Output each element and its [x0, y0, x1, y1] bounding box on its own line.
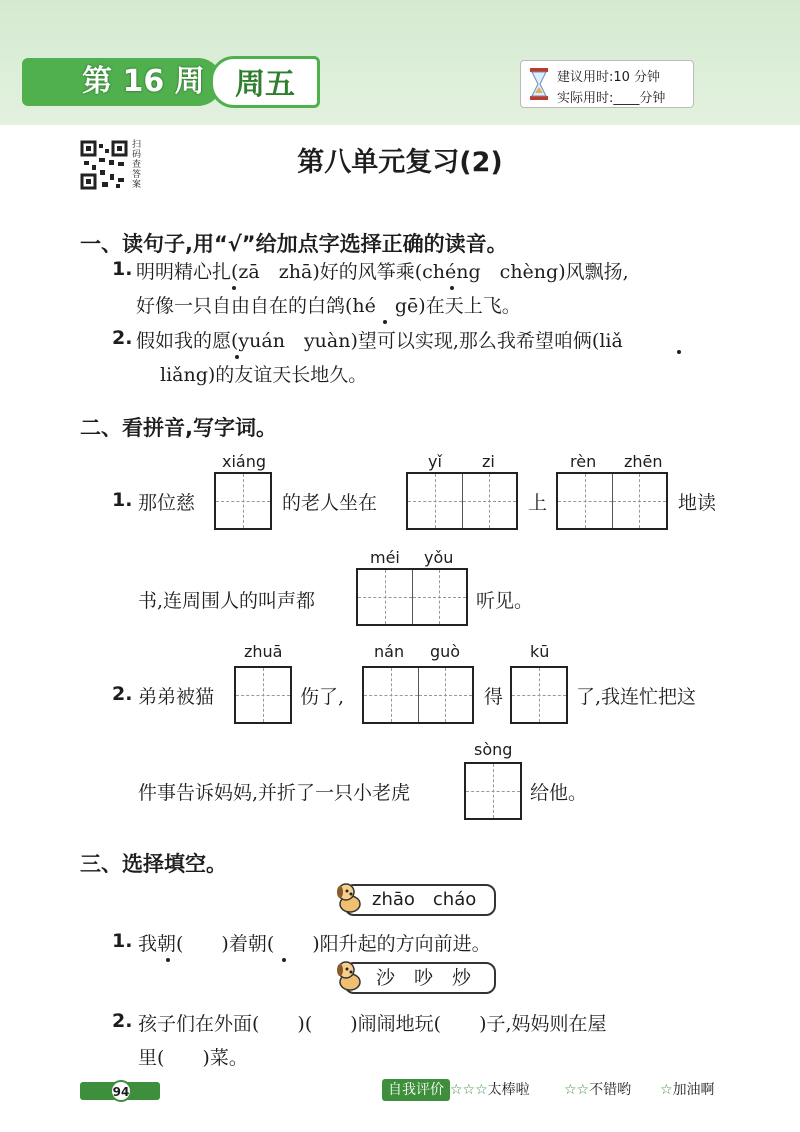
writing-box[interactable]	[406, 472, 518, 530]
emphasis-dot	[166, 958, 170, 962]
self-eval-label: 自我评价	[382, 1079, 450, 1101]
emphasis-dot	[235, 355, 239, 359]
s2-q1-number: 1.	[112, 489, 133, 511]
s3-q2-number: 2.	[112, 1010, 133, 1032]
section1-heading: 一、读句子,用“√”给加点字选择正确的读音。	[80, 232, 508, 256]
pinyin: kū	[530, 642, 550, 661]
pinyin: yǒu	[424, 548, 454, 567]
s2-q2-text: 得	[484, 686, 504, 708]
puppy-icon	[332, 880, 368, 916]
s3-q1-text: 我朝( )着朝( )阳升起的方向前进。	[138, 933, 491, 955]
hourglass-icon	[529, 67, 549, 101]
pinyin: nán	[374, 642, 405, 661]
eval-level-2-label: 不错哟	[589, 1082, 632, 1098]
s1-item1-line2: 好像一只自由自在的白鸽(hé gē)在天上飞。	[136, 295, 521, 317]
s2-q1-text: 的老人坐在	[282, 492, 378, 514]
s1-item1-number: 1.	[112, 258, 133, 280]
suggested-time: 建议用时:10 分钟	[557, 70, 661, 85]
writing-box[interactable]	[464, 762, 522, 820]
star-icon: ☆	[660, 1082, 673, 1098]
pinyin: sòng	[474, 740, 513, 759]
s3-q2-line1: 孩子们在外面( )( )闹闹地玩( )子,妈妈则在屋	[138, 1013, 607, 1035]
s3-q1-number: 1.	[112, 930, 133, 952]
section3-heading: 三、选择填空。	[80, 852, 227, 876]
pinyin: rèn	[570, 452, 597, 471]
writing-box[interactable]	[510, 666, 568, 724]
pinyin: zhuā	[244, 642, 283, 661]
s2-q2-text: 弟弟被猫	[138, 686, 215, 708]
pinyin: guò	[430, 642, 461, 661]
writing-box[interactable]	[356, 568, 468, 626]
emphasis-dot	[282, 958, 286, 962]
pinyin: xiáng	[222, 452, 267, 471]
s1-item2-line1: 假如我的愿(yuán yuàn)望可以实现,那么我希望咱俩(liǎ	[136, 330, 623, 352]
week-label: 第 16 周	[22, 58, 222, 106]
pinyin: méi	[370, 548, 400, 567]
option-box-1	[344, 884, 496, 916]
s2-q2-text: 了,我连忙把这	[576, 686, 697, 708]
time-box	[520, 60, 694, 108]
page-title: 第八单元复习(2)	[297, 147, 503, 178]
s1-item2-number: 2.	[112, 327, 133, 349]
option-box-2	[344, 962, 496, 994]
pinyin: zhēn	[624, 452, 663, 471]
eval-level-1[interactable]	[450, 1079, 530, 1101]
option-list-1: zhāo cháo	[372, 889, 477, 910]
eval-level-1-label: 太棒啦	[487, 1082, 530, 1098]
s2-q1-text: 上	[528, 492, 548, 514]
pinyin: yǐ	[428, 452, 442, 471]
page-number: 94	[110, 1080, 132, 1102]
eval-level-3[interactable]	[660, 1079, 715, 1101]
emphasis-dot	[677, 350, 681, 354]
writing-box[interactable]	[362, 666, 474, 724]
s3-q2-line2: 里( )菜。	[138, 1047, 248, 1069]
emphasis-dot	[383, 320, 387, 324]
writing-box[interactable]	[234, 666, 292, 724]
s2-q2-text: 给他。	[530, 782, 588, 804]
star-icon: ☆☆☆	[450, 1082, 488, 1098]
star-icon: ☆☆	[564, 1082, 590, 1098]
qr-caption: 扫码查答案	[132, 140, 142, 190]
actual-time: 实际用时:____分钟	[557, 91, 666, 106]
s2-q2-text: 伤了,	[300, 686, 345, 708]
puppy-icon	[332, 958, 368, 994]
emphasis-dot	[450, 286, 454, 290]
s2-q1-text: 地读	[678, 492, 717, 514]
s2-q2-text: 件事告诉妈妈,并折了一只小老虎	[138, 782, 411, 804]
s2-q1-text: 那位慈	[138, 492, 196, 514]
eval-level-3-label: 加油啊	[672, 1082, 715, 1098]
writing-box[interactable]	[556, 472, 668, 530]
eval-level-2[interactable]	[564, 1079, 631, 1101]
s1-item2-line2: liǎng)的友谊天长地久。	[160, 364, 368, 386]
emphasis-dot	[232, 286, 236, 290]
s2-q1-text: 听见。	[476, 590, 534, 612]
option-list-2: 沙 吵 炒	[376, 967, 472, 989]
s1-item1-line1: 明明精心扎(zā zhā)好的风筝乘(chéng chèng)风飘扬,	[136, 261, 629, 283]
writing-box[interactable]	[214, 472, 272, 530]
s2-q2-number: 2.	[112, 683, 133, 705]
s2-q1-text: 书,连周围人的叫声都	[138, 590, 316, 612]
pinyin: zi	[482, 452, 495, 471]
day-label: 周五	[210, 56, 320, 108]
section2-heading: 二、看拼音,写字词。	[80, 416, 277, 440]
